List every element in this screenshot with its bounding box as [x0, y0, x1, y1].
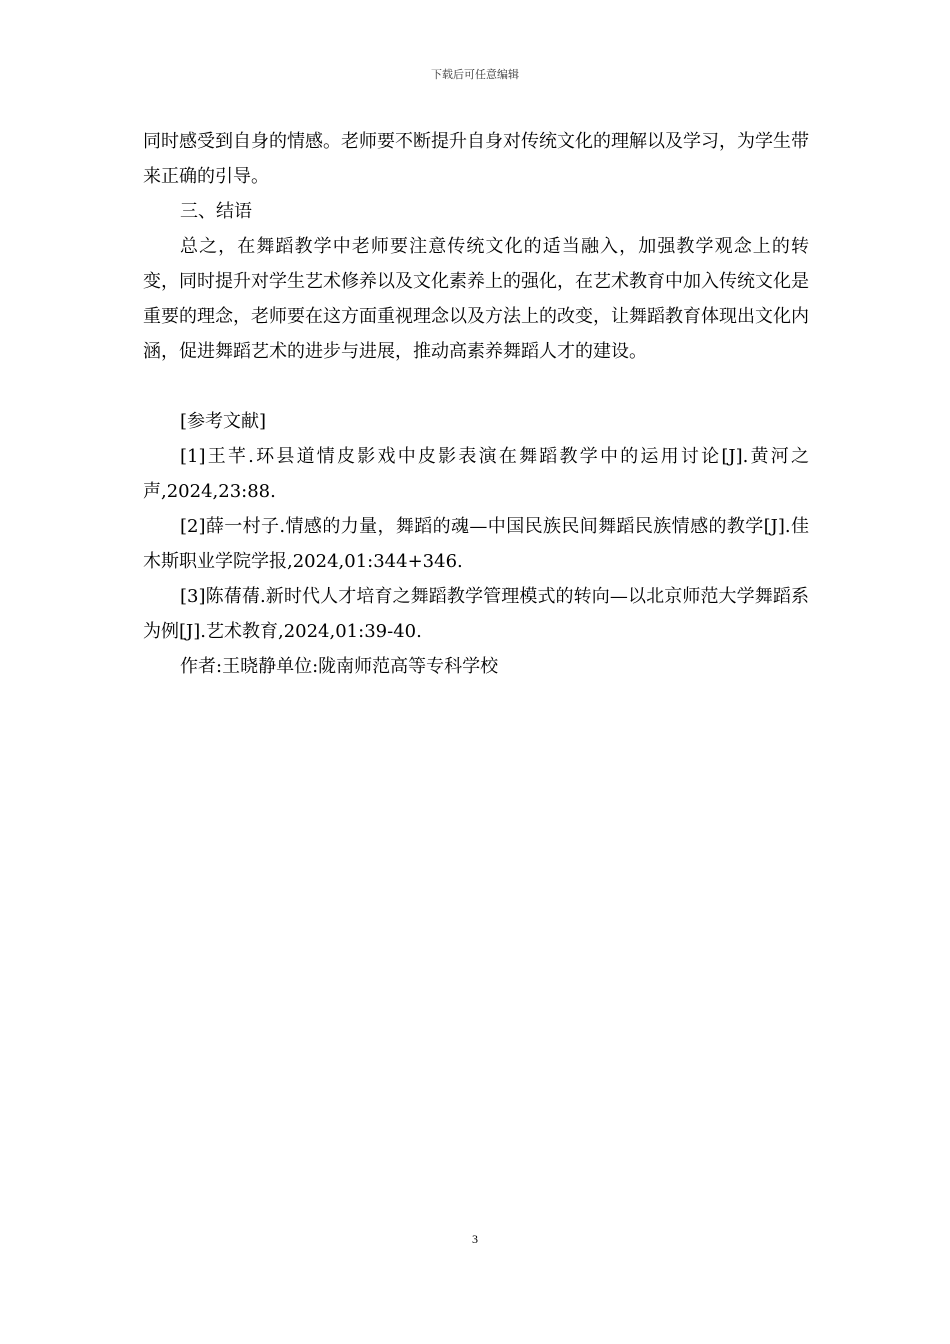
conclusion-paragraph: 总之，在舞蹈教学中老师要注意传统文化的适当融入，加强教学观念上的转变，同时提升对学生艺术修养以及文化素养上的强化，在艺术教育中加入传统文化是重要的理念，老师要在这方面重视理念以及方法上的改变，让舞蹈教育体现出文化内涵，促进舞蹈艺术的进步与进展，推动高素养舞蹈人才的建设。 — [143, 236, 809, 362]
references-heading: [参考文献] — [180, 411, 267, 432]
body-paragraph: 同时感受到自身的情感。老师要不断提升自身对传统文化的理解以及学习，为学生带来正确的引导。 — [143, 131, 809, 187]
reference-item-1: [1]王芊.环县道情皮影戏中皮影表演在舞蹈教学中的运用讨论[J].黄河之声,2024,23:88. — [143, 446, 809, 502]
reference-item-3: [3]陈蒨蒨.新时代人才培育之舞蹈教学管理模式的转向—以北京师范大学舞蹈系为例[J].艺术教育,2024,01:39-40. — [143, 586, 809, 642]
section-heading: 三、结语 — [180, 201, 252, 222]
document-body — [143, 124, 809, 684]
reference-item-2: [2]薛一村子.情感的力量，舞蹈的魂—中国民族民间舞蹈民族情感的教学[J].佳木斯职业学院学报,2024,01:344+346. — [143, 516, 809, 572]
page-header: 下载后可任意编辑 — [431, 68, 519, 81]
author-line: 作者:王晓静单位:陇南师范高等专科学校 — [180, 656, 499, 677]
page-number: 3 — [472, 1232, 478, 1246]
